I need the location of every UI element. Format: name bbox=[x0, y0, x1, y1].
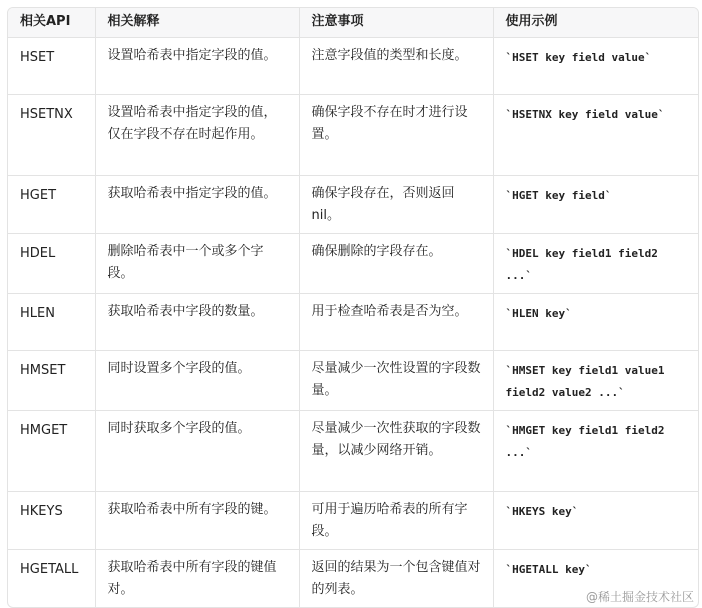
cell-example: `HSET key field value` bbox=[493, 38, 698, 95]
cell-note: 确保删除的字段存在。 bbox=[299, 234, 493, 294]
cell-description: 设置哈希表中指定字段的值。 bbox=[95, 38, 299, 95]
cell-example: `HSETNX key field value` bbox=[493, 95, 698, 176]
cell-description: 获取哈希表中字段的数量。 bbox=[95, 294, 299, 351]
cell-api: HLEN bbox=[8, 294, 95, 351]
cell-description: 获取哈希表中所有字段的键值对。 bbox=[95, 550, 299, 608]
cell-description: 获取哈希表中所有字段的键。 bbox=[95, 492, 299, 550]
cell-example: `HKEYS key` bbox=[493, 492, 698, 550]
watermark-text: @稀土掘金技术社区 bbox=[585, 590, 694, 604]
table-row bbox=[8, 38, 698, 95]
cell-example: `HGET key field` bbox=[493, 176, 698, 234]
cell-description: 同时获取多个字段的值。 bbox=[95, 411, 299, 492]
table-row bbox=[8, 176, 698, 234]
cell-example: `HDEL key field1 field2 ...` bbox=[493, 234, 698, 294]
cell-api: HKEYS bbox=[8, 492, 95, 550]
table-row bbox=[8, 351, 698, 411]
table-row bbox=[8, 294, 698, 351]
cell-api: HMSET bbox=[8, 351, 95, 411]
header-description: 相关解释 bbox=[95, 8, 299, 38]
cell-api: HMGET bbox=[8, 411, 95, 492]
cell-example: `HMGET key field1 field2 ...` bbox=[493, 411, 698, 492]
cell-example: `HMSET key field1 value1 field2 value2 ...` bbox=[493, 351, 698, 411]
cell-note: 尽量减少一次性设置的字段数量。 bbox=[299, 351, 493, 411]
cell-api: HGET bbox=[8, 176, 95, 234]
table-row bbox=[8, 234, 698, 294]
table-header-row bbox=[8, 8, 698, 38]
cell-note: 返回的结果为一个包含键值对的列表。 bbox=[299, 550, 493, 608]
header-notes: 注意事项 bbox=[299, 8, 493, 38]
cell-note: 用于检查哈希表是否为空。 bbox=[299, 294, 493, 351]
cell-description: 获取哈希表中指定字段的值。 bbox=[95, 176, 299, 234]
cell-note: 可用于遍历哈希表的所有字段。 bbox=[299, 492, 493, 550]
cell-note: 注意字段值的类型和长度。 bbox=[299, 38, 493, 95]
table-row bbox=[8, 95, 698, 176]
table-row bbox=[8, 492, 698, 550]
api-table-container bbox=[7, 7, 699, 608]
cell-note: 尽量减少一次性获取的字段数量，以减少网络开销。 bbox=[299, 411, 493, 492]
table-row bbox=[8, 411, 698, 492]
cell-api: HSET bbox=[8, 38, 95, 95]
cell-description: 同时设置多个字段的值。 bbox=[95, 351, 299, 411]
cell-example: `HGETALL key` bbox=[505, 563, 592, 576]
cell-note: 确保字段不存在时才进行设置。 bbox=[299, 95, 493, 176]
header-api: 相关API bbox=[8, 8, 95, 38]
cell-description: 设置哈希表中指定字段的值，仅在字段不存在时起作用。 bbox=[95, 95, 299, 176]
cell-api: HGETALL bbox=[8, 550, 95, 608]
header-example: 使用示例 bbox=[493, 8, 698, 38]
api-table bbox=[8, 8, 698, 607]
cell-api: HSETNX bbox=[8, 95, 95, 176]
cell-api: HDEL bbox=[8, 234, 95, 294]
cell-description: 删除哈希表中一个或多个字段。 bbox=[95, 234, 299, 294]
cell-example: `HLEN key` bbox=[493, 294, 698, 351]
cell-note: 确保字段存在，否则返回nil。 bbox=[299, 176, 493, 234]
